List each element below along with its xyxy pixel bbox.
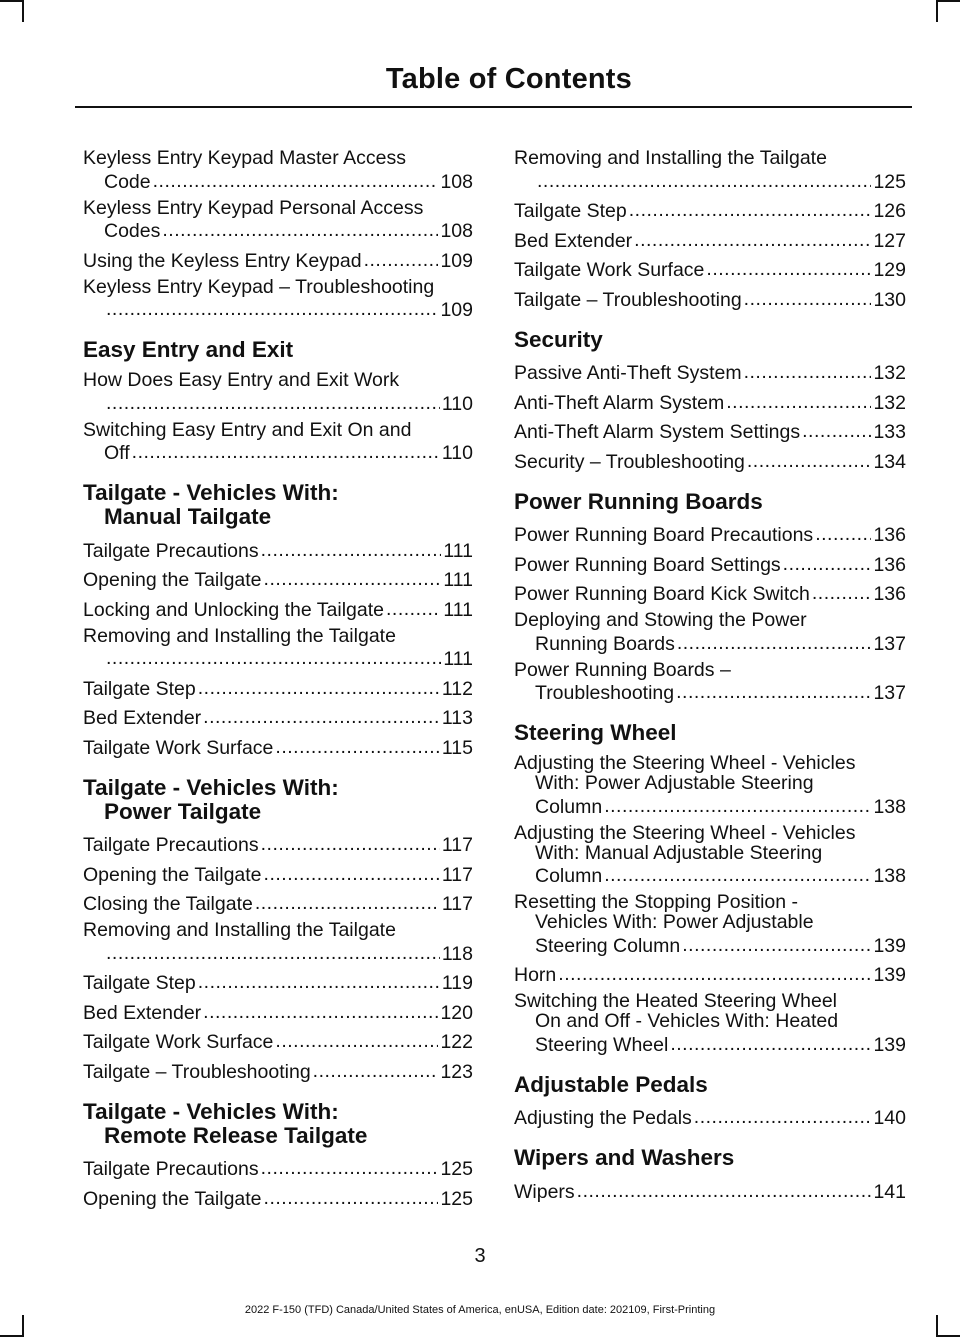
toc-right-column <box>514 148 906 1208</box>
toc-entry-title: Closing the Tailgate <box>83 893 253 915</box>
dot-leader <box>783 551 872 571</box>
section-heading <box>83 776 473 824</box>
dot-leader <box>264 1185 439 1205</box>
toc-entry-title: Removing and Installing the Tailgate <box>83 624 396 647</box>
toc-entry[interactable] <box>83 537 473 561</box>
toc-entry-title: Tailgate Work Surface <box>83 1031 274 1053</box>
section-heading-line: Tailgate - Vehicles With: <box>83 480 339 505</box>
dot-leader <box>694 1105 872 1125</box>
toc-entry[interactable] <box>83 861 473 885</box>
toc-entry[interactable] <box>514 991 906 1055</box>
toc-page-number: 137 <box>873 632 906 655</box>
toc-entry[interactable] <box>514 419 906 443</box>
toc-entry[interactable] <box>514 581 906 605</box>
dot-leader <box>264 567 442 587</box>
toc-page-number: 123 <box>440 1060 473 1083</box>
section-heading-line: Tailgate - Vehicles With: <box>83 774 339 800</box>
toc-page-number: 141 <box>873 1180 906 1203</box>
toc-entry-title: Tailgate Precautions <box>83 1158 259 1180</box>
toc-entry-title: Passive Anti-Theft System <box>514 362 742 384</box>
toc-page-number: 132 <box>873 391 906 414</box>
toc-entry[interactable] <box>83 970 473 994</box>
toc-page-number: 125 <box>873 170 906 193</box>
toc-entry[interactable] <box>514 448 906 472</box>
dot-leader <box>255 891 440 911</box>
toc-page-number: 111 <box>443 648 473 670</box>
toc-entry-title: Running Boards <box>535 632 675 655</box>
toc-entry-title: Off <box>104 442 130 464</box>
crop-mark <box>936 1315 938 1337</box>
toc-entry-title: Bed Extender <box>514 229 633 252</box>
toc-page-number: 133 <box>873 421 906 443</box>
toc-entry[interactable] <box>83 148 473 192</box>
toc-entry[interactable] <box>514 753 906 817</box>
toc-page-number: 117 <box>441 893 473 915</box>
toc-page-number: 119 <box>441 972 473 994</box>
dot-leader <box>634 227 871 247</box>
toc-entry[interactable] <box>514 227 906 251</box>
section-heading <box>83 1100 473 1148</box>
dot-leader <box>264 861 440 881</box>
toc-entry-title: Adjusting the Steering Wheel - Vehicles <box>514 752 856 774</box>
toc-page-number: 122 <box>440 1031 473 1053</box>
dot-leader <box>162 218 438 238</box>
toc-entry[interactable] <box>83 1185 473 1209</box>
toc-entry-title: Codes <box>104 220 161 242</box>
toc-entry[interactable] <box>83 891 473 915</box>
toc-entry[interactable] <box>514 286 906 310</box>
toc-entry-title: Removing and Installing the Tailgate <box>83 919 396 941</box>
toc-entry[interactable] <box>83 832 473 856</box>
toc-entry[interactable] <box>83 920 473 964</box>
dot-leader <box>676 680 871 700</box>
toc-page-number: 111 <box>443 569 473 591</box>
toc-entry[interactable] <box>83 370 473 414</box>
page-header <box>75 60 912 108</box>
toc-entry-title: Power Running Boards – <box>514 658 731 681</box>
toc-entry-title: Removing and Installing the Tailgate <box>514 147 827 169</box>
section-heading-line: Wipers and Washers <box>514 1145 735 1170</box>
toc-entry-title: Tailgate Precautions <box>83 834 259 856</box>
toc-entry-title: Adjusting the Pedals <box>514 1107 692 1129</box>
toc-page-number: 118 <box>441 942 473 965</box>
toc-page-number: 136 <box>873 553 906 576</box>
toc-entry-title: Tailgate – Troubleshooting <box>514 288 742 311</box>
toc-page-number: 109 <box>440 299 473 321</box>
toc-page-number: 108 <box>440 220 473 242</box>
toc-left-column <box>83 148 473 1215</box>
toc-entry[interactable] <box>83 1029 473 1053</box>
toc-entry-title: Bed Extender <box>83 1001 202 1024</box>
toc-page-number: 130 <box>873 288 906 311</box>
section-heading <box>514 721 906 745</box>
toc-entry[interactable] <box>514 892 906 956</box>
dot-leader <box>604 793 871 813</box>
toc-entry-title: Switching the Heated Steering Wheel <box>514 990 838 1012</box>
dot-leader <box>815 522 871 542</box>
dot-leader <box>577 1178 872 1198</box>
toc-page-number: 137 <box>873 682 906 704</box>
dot-leader <box>747 448 872 468</box>
toc-entry-title: Tailgate – Troubleshooting <box>83 1060 311 1083</box>
toc-entry-title: Tailgate Work Surface <box>514 259 705 281</box>
toc-entry-title: Code <box>104 170 151 193</box>
dot-leader <box>106 297 438 317</box>
toc-page-number: 120 <box>440 1001 473 1024</box>
dot-leader <box>677 630 872 650</box>
toc-entry-title: Tailgate Step <box>83 677 196 700</box>
section-heading-line: Power Running Boards <box>514 488 763 514</box>
dot-leader <box>682 932 871 952</box>
dot-leader <box>744 286 872 306</box>
section-heading <box>514 1073 906 1097</box>
document-info: 2022 F-150 (TFD) Canada/United States of America, enUSA, Edition date: 202109, First-Printing <box>244 1304 716 1316</box>
dot-leader <box>670 1031 871 1051</box>
toc-entry-title: On and Off - Vehicles With: Heated <box>535 1010 839 1032</box>
page-number: 3 <box>474 1245 486 1267</box>
toc-entry-title: Keyless Entry Keypad Personal Access <box>83 196 424 219</box>
toc-entry[interactable] <box>514 660 906 704</box>
toc-entry-title: Tailgate Step <box>514 200 627 222</box>
toc-entry[interactable] <box>514 962 906 986</box>
toc-page-number: 110 <box>441 392 473 415</box>
dot-leader <box>132 440 440 460</box>
toc-entry[interactable] <box>83 1058 473 1082</box>
section-heading <box>514 1146 906 1170</box>
toc-entry-title: Tailgate Step <box>83 972 196 994</box>
toc-page-number: 125 <box>440 1187 473 1210</box>
dot-leader <box>386 596 441 616</box>
toc-entry-title: Steering Wheel <box>535 1033 669 1056</box>
toc-page-number: 132 <box>873 362 906 384</box>
toc-entry[interactable] <box>514 1178 906 1202</box>
toc-entry[interactable] <box>83 705 473 729</box>
toc-entry-title: Opening the Tailgate <box>83 863 262 886</box>
section-heading-line: Power Tailgate <box>104 798 262 824</box>
toc-entry-title: Bed Extender <box>83 707 202 729</box>
toc-page-number: 110 <box>441 442 473 464</box>
dot-leader <box>604 863 871 883</box>
toc-page-number: 126 <box>873 200 906 222</box>
section-heading <box>514 328 906 352</box>
section-heading <box>83 481 473 529</box>
dot-leader <box>106 646 441 666</box>
toc-entry[interactable] <box>83 596 473 620</box>
toc-page-number: 125 <box>440 1158 473 1180</box>
toc-entry-title: Tailgate Work Surface <box>83 736 274 759</box>
crop-mark <box>938 0 960 2</box>
toc-entry-title: Power Running Board Settings <box>514 553 781 576</box>
toc-entry-title: Opening the Tailgate <box>83 1187 262 1210</box>
toc-entry-title: Anti-Theft Alarm System <box>514 391 725 414</box>
toc-entry-title: Switching Easy Entry and Exit On and <box>83 418 412 441</box>
dot-leader <box>706 257 871 277</box>
dot-leader <box>106 390 440 410</box>
toc-entry-title: Using the Keyless Entry Keypad <box>83 249 362 272</box>
dot-leader <box>275 1029 438 1049</box>
section-heading <box>514 490 906 514</box>
section-heading-line: Security <box>514 326 603 352</box>
dot-leader <box>558 962 871 982</box>
toc-entry-title: Keyless Entry Keypad Master Access <box>83 147 406 169</box>
toc-entry-title: Steering Column <box>535 934 681 957</box>
toc-page-number: 129 <box>873 259 906 281</box>
toc-page-number: 136 <box>873 583 906 605</box>
toc-entry[interactable] <box>83 999 473 1023</box>
toc-entry[interactable] <box>83 277 473 321</box>
toc-entry[interactable] <box>83 1156 473 1180</box>
toc-page-number: 117 <box>441 834 473 856</box>
crop-mark <box>22 1315 24 1337</box>
toc-entry-title: Keyless Entry Keypad – Troubleshooting <box>83 275 435 298</box>
crop-mark <box>936 0 938 22</box>
toc-entry[interactable] <box>514 148 906 192</box>
toc-page-number: 139 <box>873 964 906 986</box>
toc-entry-title: Troubleshooting <box>535 682 675 704</box>
toc-page-number: 134 <box>873 450 906 473</box>
dot-leader <box>261 832 440 852</box>
toc-entry[interactable] <box>514 257 906 281</box>
toc-entry-title: Wipers <box>514 1180 575 1203</box>
dot-leader <box>261 1156 439 1176</box>
toc-entry-title: Resetting the Stopping Position - <box>514 891 799 913</box>
toc-entry-title: Anti-Theft Alarm System Settings <box>514 421 801 443</box>
toc-entry[interactable] <box>83 567 473 591</box>
toc-entry-title: With: Manual Adjustable Steering <box>535 841 823 864</box>
toc-entry[interactable] <box>83 420 473 464</box>
toc-page-number: 115 <box>441 736 473 759</box>
section-heading-line: Remote Release Tailgate <box>104 1122 368 1148</box>
toc-page-number: 138 <box>873 795 906 818</box>
toc-entry[interactable] <box>514 360 906 384</box>
toc-page-number: 111 <box>443 539 473 562</box>
section-heading-line: Adjustable Pedals <box>514 1071 708 1097</box>
toc-entry-title: Horn <box>514 964 557 986</box>
toc-entry-title: Locking and Unlocking the Tailgate <box>83 598 385 621</box>
toc-entry[interactable] <box>514 1105 906 1129</box>
dot-leader <box>726 389 871 409</box>
toc-entry-title: Security – Troubleshooting <box>514 450 745 473</box>
toc-page-number: 139 <box>873 934 906 957</box>
toc-entry[interactable] <box>514 610 906 654</box>
dot-leader <box>313 1058 439 1078</box>
section-heading <box>83 338 473 362</box>
dot-leader <box>744 360 872 380</box>
crop-mark <box>0 0 22 2</box>
dot-leader <box>629 198 872 218</box>
toc-entry[interactable] <box>514 389 906 413</box>
dot-leader <box>198 970 440 990</box>
toc-entry-title: Tailgate Precautions <box>83 539 259 562</box>
toc-entry[interactable] <box>514 551 906 575</box>
toc-entry[interactable] <box>83 247 473 271</box>
toc-entry[interactable] <box>514 522 906 546</box>
dot-leader <box>203 705 440 725</box>
toc-page-number: 109 <box>440 249 473 272</box>
toc-entry[interactable] <box>514 823 906 887</box>
dot-leader <box>364 247 439 267</box>
toc-page-number: 140 <box>873 1107 906 1129</box>
toc-page-number: 139 <box>873 1033 906 1056</box>
toc-entry-title: Column <box>535 865 603 887</box>
section-heading-line: Manual Tailgate <box>104 504 272 529</box>
dot-leader <box>261 537 442 557</box>
dot-leader <box>802 419 871 439</box>
dot-leader <box>203 999 438 1019</box>
toc-entry[interactable] <box>83 198 473 242</box>
toc-page-number: 138 <box>873 865 906 887</box>
section-heading-line: Tailgate - Vehicles With: <box>83 1098 339 1124</box>
section-heading-line: Steering Wheel <box>514 720 677 745</box>
toc-entry-title: Adjusting the Steering Wheel - Vehicles <box>514 821 856 844</box>
toc-page-number: 136 <box>873 524 906 546</box>
toc-entry[interactable] <box>514 198 906 222</box>
toc-entry-title: Deploying and Stowing the Power <box>514 609 807 631</box>
dot-leader <box>275 734 440 754</box>
crop-mark <box>22 0 24 22</box>
page-title: Table of Contents <box>385 63 632 95</box>
toc-page-number: 108 <box>440 170 473 193</box>
dot-leader <box>106 940 440 960</box>
toc-entry-title: With: Power Adjustable Steering <box>535 772 814 794</box>
dot-leader <box>537 168 871 188</box>
toc-entry-title: How Does Easy Entry and Exit Work <box>83 369 400 391</box>
toc-entry[interactable] <box>83 734 473 758</box>
toc-entry[interactable] <box>83 626 473 670</box>
section-heading-line: Easy Entry and Exit <box>83 337 294 362</box>
dot-leader <box>812 581 872 601</box>
toc-entry[interactable] <box>83 675 473 699</box>
toc-page-number: 127 <box>873 229 906 252</box>
toc-page-number: 111 <box>443 598 473 621</box>
toc-entry-title: Vehicles With: Power Adjustable <box>535 911 814 933</box>
toc-page-number: 113 <box>441 707 473 729</box>
toc-entry-title: Column <box>535 795 603 818</box>
toc-entry-title: Power Running Board Precautions <box>514 524 814 546</box>
toc-entry-title: Opening the Tailgate <box>83 569 262 591</box>
dot-leader <box>153 168 439 188</box>
toc-entry-title: Power Running Board Kick Switch <box>514 583 810 605</box>
toc-page-number: 117 <box>441 863 473 886</box>
dot-leader <box>198 675 440 695</box>
toc-page-number: 112 <box>441 677 473 700</box>
